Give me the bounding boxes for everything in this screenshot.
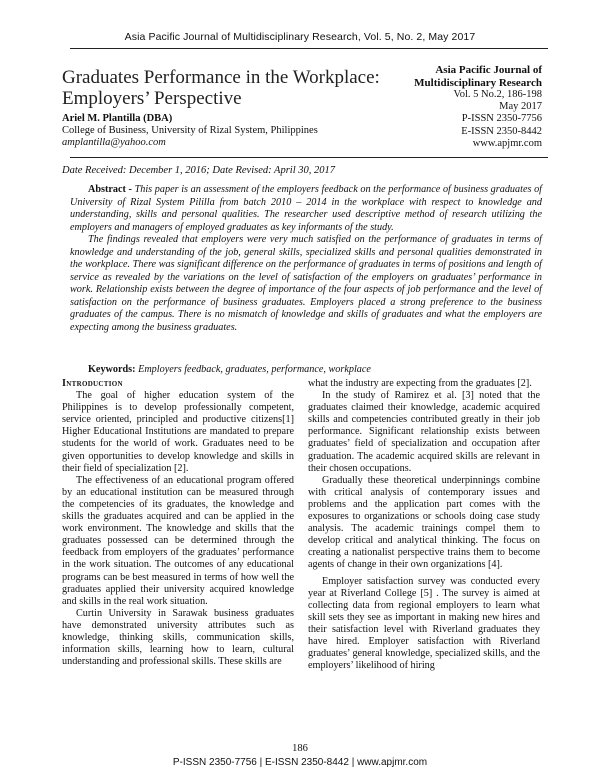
keywords-label: Keywords:	[88, 364, 136, 375]
left-column	[62, 378, 294, 668]
body-paragraph: The goal of higher education system of the Philippines is to develop professionally competent, service oriented, principled and productive citizens[1] Higher Educational Institutions are mandated to prepare students for the world of work. Graduates need to be given opportunities to develop knowledge and skills in their field of specialization [2].	[62, 390, 294, 474]
keywords	[88, 364, 371, 375]
dates-line: Date Received: December 1, 2016; Date Revised: April 30, 2017	[62, 165, 336, 176]
body-paragraph: The effectiveness of an educational program offered by an educational institution can be measured through the competencies of its graduates, the knowledge and skills the graduates acquired and can be applied in the work environment. The knowledge and skills that the graduates possessed can be determined through the feedback from employers of the graduates’ performance in the work situation. The outcomes of any educational programs can be best measured in terms of how well the graduates applied their university acquired knowledge and skills in the real work situation.	[62, 474, 294, 607]
journal-date: May 2017	[499, 101, 542, 113]
author-affiliation: College of Business, University of Rizal System, Philippines	[62, 125, 318, 137]
abstract-label: Abstract -	[88, 184, 132, 195]
introduction-heading: Introduction	[62, 378, 123, 389]
journal-eissn: E-ISSN 2350-8442	[461, 125, 542, 137]
body-paragraph: In the study of Ramirez et al. [3] noted that the graduates claimed their knowledge, academic acquired skills and competencies contributed greatly in their job performance. Significant relationship exists between graduates’ field of specialization and occupation after graduation. The academic acquired skills are relevant in their chosen occupations.	[308, 390, 540, 474]
header-rule	[70, 48, 548, 49]
journal-url[interactable]: www.apjmr.com	[472, 137, 542, 149]
body-paragraph: Curtin University in Sarawak business graduates have demonstrated university attributes such as knowledge, thinking skills, communication skills, information skills, learning how to learn, cultural understanding and professional skills. These skills are	[62, 607, 294, 668]
keywords-value: Employers feedback, graduates, performance, workplace	[138, 364, 371, 375]
running-head: Asia Pacific Journal of Multidisciplinary Research, Vol. 5, No. 2, May 2017	[124, 31, 476, 43]
footer: P-ISSN 2350-7756 | E-ISSN 2350-8442 | www.apjmr.com	[172, 757, 428, 768]
page-number: 186	[292, 743, 308, 754]
dates-rule	[70, 157, 548, 158]
body-paragraph: Employer satisfaction survey was conducted every year at Riverland College [5] . The survey is aimed at collecting data from regional employers to learn what skill sets they see as important in making new hires and their satisfaction level with Riverland graduates they have hired. Employer satisfaction with Riverland graduates’ general knowledge, specialized skills, and the employers’ likelihood of hiring	[308, 575, 540, 672]
right-column	[308, 378, 540, 672]
journal-pissn: P-ISSN 2350-7756	[461, 113, 542, 125]
journal-name-line1: Asia Pacific Journal of	[435, 64, 542, 76]
journal-name-line2: Multidisciplinary Research	[414, 76, 542, 89]
journal-volume: Vol. 5 No.2, 186-198	[453, 89, 542, 100]
abstract-paragraph-2: The findings revealed that employers were very much satisfied on the performance of graduates in terms of knowledge and understanding of the job, general skills, specialized skills and personal qualities demonstrated in the workplace. There was significant difference on the performance of graduates in terms of positions and length of service as revealed by the variations on the level of satisfaction of the employers on graduates’ performance in work. Relationship exists between the degree of importance of the four aspects of job performance and the level of satisfaction on the performance of business graduates. Employers placed a strong preference to the business graduates of the campus. There is no mismatch of knowledge and skills of graduates and what the employers are expecting among the business graduates.	[70, 234, 542, 333]
author-name: Ariel M. Plantilla (DBA)	[62, 113, 173, 124]
abstract-paragraph-1	[70, 184, 542, 234]
author-block	[62, 113, 318, 150]
paper-title: Graduates Performance in the Workplace: Employers’ Perspective	[62, 67, 380, 109]
body-paragraph: Gradually these theoretical underpinnings combine with critical analysis of contemporary issues and problems and the application part comes with the exposures to organizations or schools doing case study analysis. The academic trainings compel them to develop critical and analytical thinking. The focus on creating a nationalist perspective trains them to become agents of change in their own organizations [4].	[308, 474, 540, 571]
journal-info	[400, 64, 542, 150]
author-email[interactable]: amplantilla@yahoo.com	[62, 137, 166, 149]
abstract-text-1: This paper is an assessment of the employers feedback on the performance of business graduates of University of Rizal System Pililla from batch 2010 – 2014 in the workplace with respect to knowledge and understanding, skills and personal qualities. The researcher used descriptive method of research utilizing the employers and managers of employed graduates as key informants of the study.	[70, 184, 542, 233]
abstract	[70, 184, 542, 334]
body-paragraph-continued: what the industry are expecting from the graduates [2].	[308, 378, 532, 389]
